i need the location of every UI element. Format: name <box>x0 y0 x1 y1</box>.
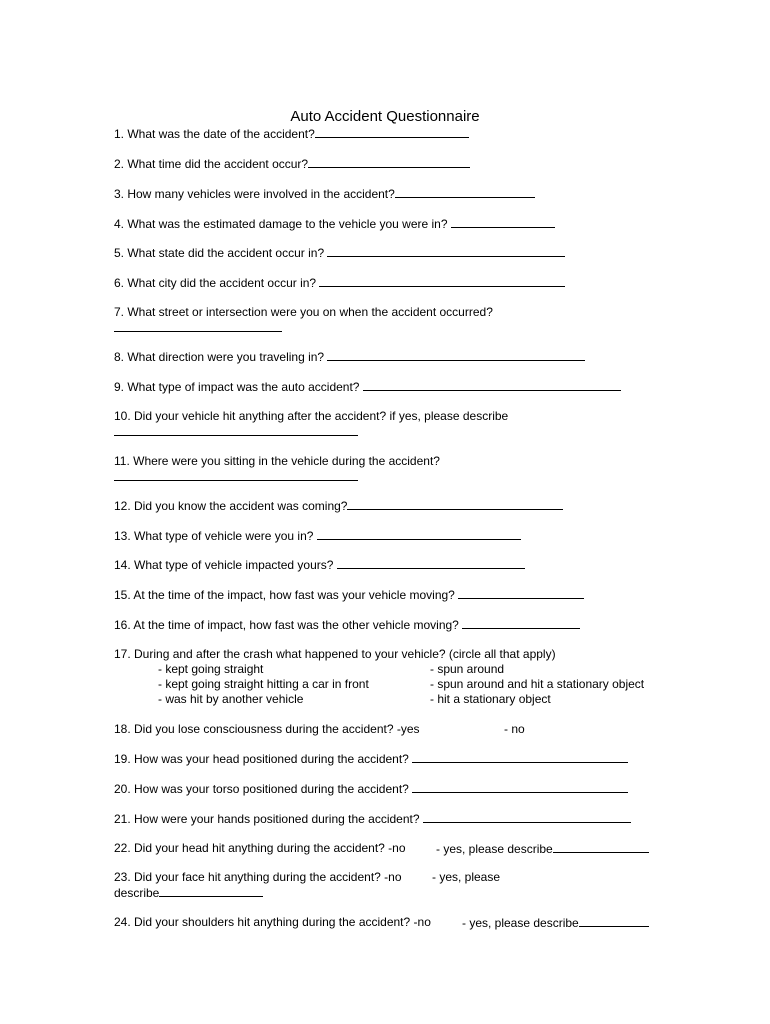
question-24-yes <box>462 915 649 931</box>
question-20-answer-line[interactable] <box>412 781 628 793</box>
question-24-yes-option[interactable]: - yes, please describe <box>462 916 579 930</box>
q17-option-kept-going-straight-hitting-car[interactable]: - kept going straight hitting a car in front <box>158 677 369 691</box>
question-16-answer-line[interactable] <box>462 617 580 629</box>
question-8-text: 8. What direction were you traveling in? <box>114 350 325 364</box>
question-24 <box>114 915 431 930</box>
question-5 <box>114 245 565 261</box>
question-20-text: 20. How was your torso positioned during the accident? <box>114 782 409 796</box>
question-6-answer-line[interactable] <box>319 275 565 287</box>
question-1 <box>114 126 469 142</box>
q17-option-hit-stationary-object[interactable]: - hit a stationary object <box>430 692 551 706</box>
question-2 <box>114 156 470 172</box>
question-19 <box>114 751 628 767</box>
question-1-answer-line[interactable] <box>315 126 469 138</box>
question-5-answer-line[interactable] <box>327 245 565 257</box>
question-22-answer-line[interactable] <box>553 841 649 853</box>
question-14-text: 14. What type of vehicle impacted yours? <box>114 558 334 572</box>
question-10 <box>114 409 508 424</box>
question-9-text: 9. What type of impact was the auto accident? <box>114 380 360 394</box>
q17-option-kept-going-straight[interactable]: - kept going straight <box>158 662 264 676</box>
question-10-text: 10. Did your vehicle hit anything after the accident? if yes, please describe <box>114 409 509 423</box>
question-23 <box>114 870 402 885</box>
question-12-answer-line[interactable] <box>347 498 563 510</box>
question-21 <box>114 811 631 827</box>
question-8 <box>114 349 585 365</box>
question-6-text: 6. What city did the accident occur in? <box>114 276 317 290</box>
question-11-answer-line[interactable] <box>114 480 358 481</box>
q17-option-spun-around-hit-stationary[interactable]: - spun around and hit a stationary object <box>430 677 645 691</box>
question-7-text: 7. What street or intersection were you on when the accident occurred? <box>114 305 493 319</box>
question-22-text[interactable]: 22. Did your head hit anything during the accident? -no <box>114 841 406 855</box>
question-4-answer-line[interactable] <box>451 216 555 228</box>
question-23-describe <box>114 885 263 901</box>
question-3-answer-line[interactable] <box>395 186 535 198</box>
question-10-answer-line[interactable] <box>114 435 358 436</box>
question-18-text[interactable]: 18. Did you lose consciousness during the accident? -yes <box>114 722 420 736</box>
question-7-answer-line[interactable] <box>114 331 282 332</box>
question-24-answer-line[interactable] <box>579 915 649 927</box>
question-15-text: 15. At the time of the impact, how fast was your vehicle moving? <box>114 588 455 602</box>
question-15-answer-line[interactable] <box>458 587 584 599</box>
question-2-text: 2. What time did the accident occur? <box>114 157 309 171</box>
question-4-text: 4. What was the estimated damage to the vehicle you were in? <box>114 217 448 231</box>
question-11 <box>114 454 440 469</box>
question-14-answer-line[interactable] <box>337 557 525 569</box>
question-3 <box>114 186 535 202</box>
question-24-text[interactable]: 24. Did your shoulders hit anything during the accident? -no <box>114 915 431 929</box>
question-23-describe-label: describe <box>114 886 160 900</box>
question-12-text: 12. Did you know the accident was coming? <box>114 499 348 513</box>
q17-option-spun-around[interactable]: - spun around <box>430 662 505 676</box>
page-title: Auto Accident Questionnaire <box>290 108 480 125</box>
question-19-answer-line[interactable] <box>412 751 628 763</box>
question-22-yes <box>436 841 649 857</box>
question-16-text: 16. At the time of impact, how fast was the other vehicle moving? <box>114 618 459 632</box>
question-5-text: 5. What state did the accident occur in? <box>114 246 325 260</box>
question-16 <box>114 617 580 633</box>
question-22-yes-option[interactable]: - yes, please describe <box>436 842 553 856</box>
question-8-answer-line[interactable] <box>327 349 585 361</box>
question-13-text: 13. What type of vehicle were you in? <box>114 529 314 543</box>
question-11-text: 11. Where were you sitting in the vehicle during the accident? <box>114 454 440 468</box>
question-6 <box>114 275 565 291</box>
question-18 <box>114 722 420 737</box>
question-21-text: 21. How were your hands positioned during the accident? <box>114 812 420 826</box>
question-17-text: 17. During and after the crash what happened to your vehicle? (circle all that apply) <box>114 647 556 661</box>
question-23-yes-option[interactable]: - yes, please <box>432 870 501 884</box>
question-13 <box>114 528 521 544</box>
question-19-text: 19. How was your head positioned during the accident? <box>114 752 409 766</box>
question-9 <box>114 379 621 395</box>
q17-option-hit-by-another-vehicle[interactable]: - was hit by another vehicle <box>158 692 304 706</box>
question-12 <box>114 498 563 514</box>
question-23-answer-line[interactable] <box>159 885 263 897</box>
question-20 <box>114 781 628 797</box>
question-7 <box>114 305 493 320</box>
question-3-text: 3. How many vehicles were involved in the accident? <box>114 187 395 201</box>
question-9-answer-line[interactable] <box>363 379 621 391</box>
question-2-answer-line[interactable] <box>308 156 470 168</box>
question-23-text[interactable]: 23. Did your face hit anything during the accident? -no <box>114 870 402 884</box>
question-22 <box>114 841 406 856</box>
question-14 <box>114 557 525 573</box>
question-18-no-option[interactable]: - no <box>504 722 525 736</box>
question-1-text: 1. What was the date of the accident? <box>114 127 315 141</box>
question-21-answer-line[interactable] <box>423 811 631 823</box>
question-13-answer-line[interactable] <box>317 528 521 540</box>
question-15 <box>114 587 584 603</box>
question-4 <box>114 216 555 232</box>
question-17 <box>114 647 556 662</box>
